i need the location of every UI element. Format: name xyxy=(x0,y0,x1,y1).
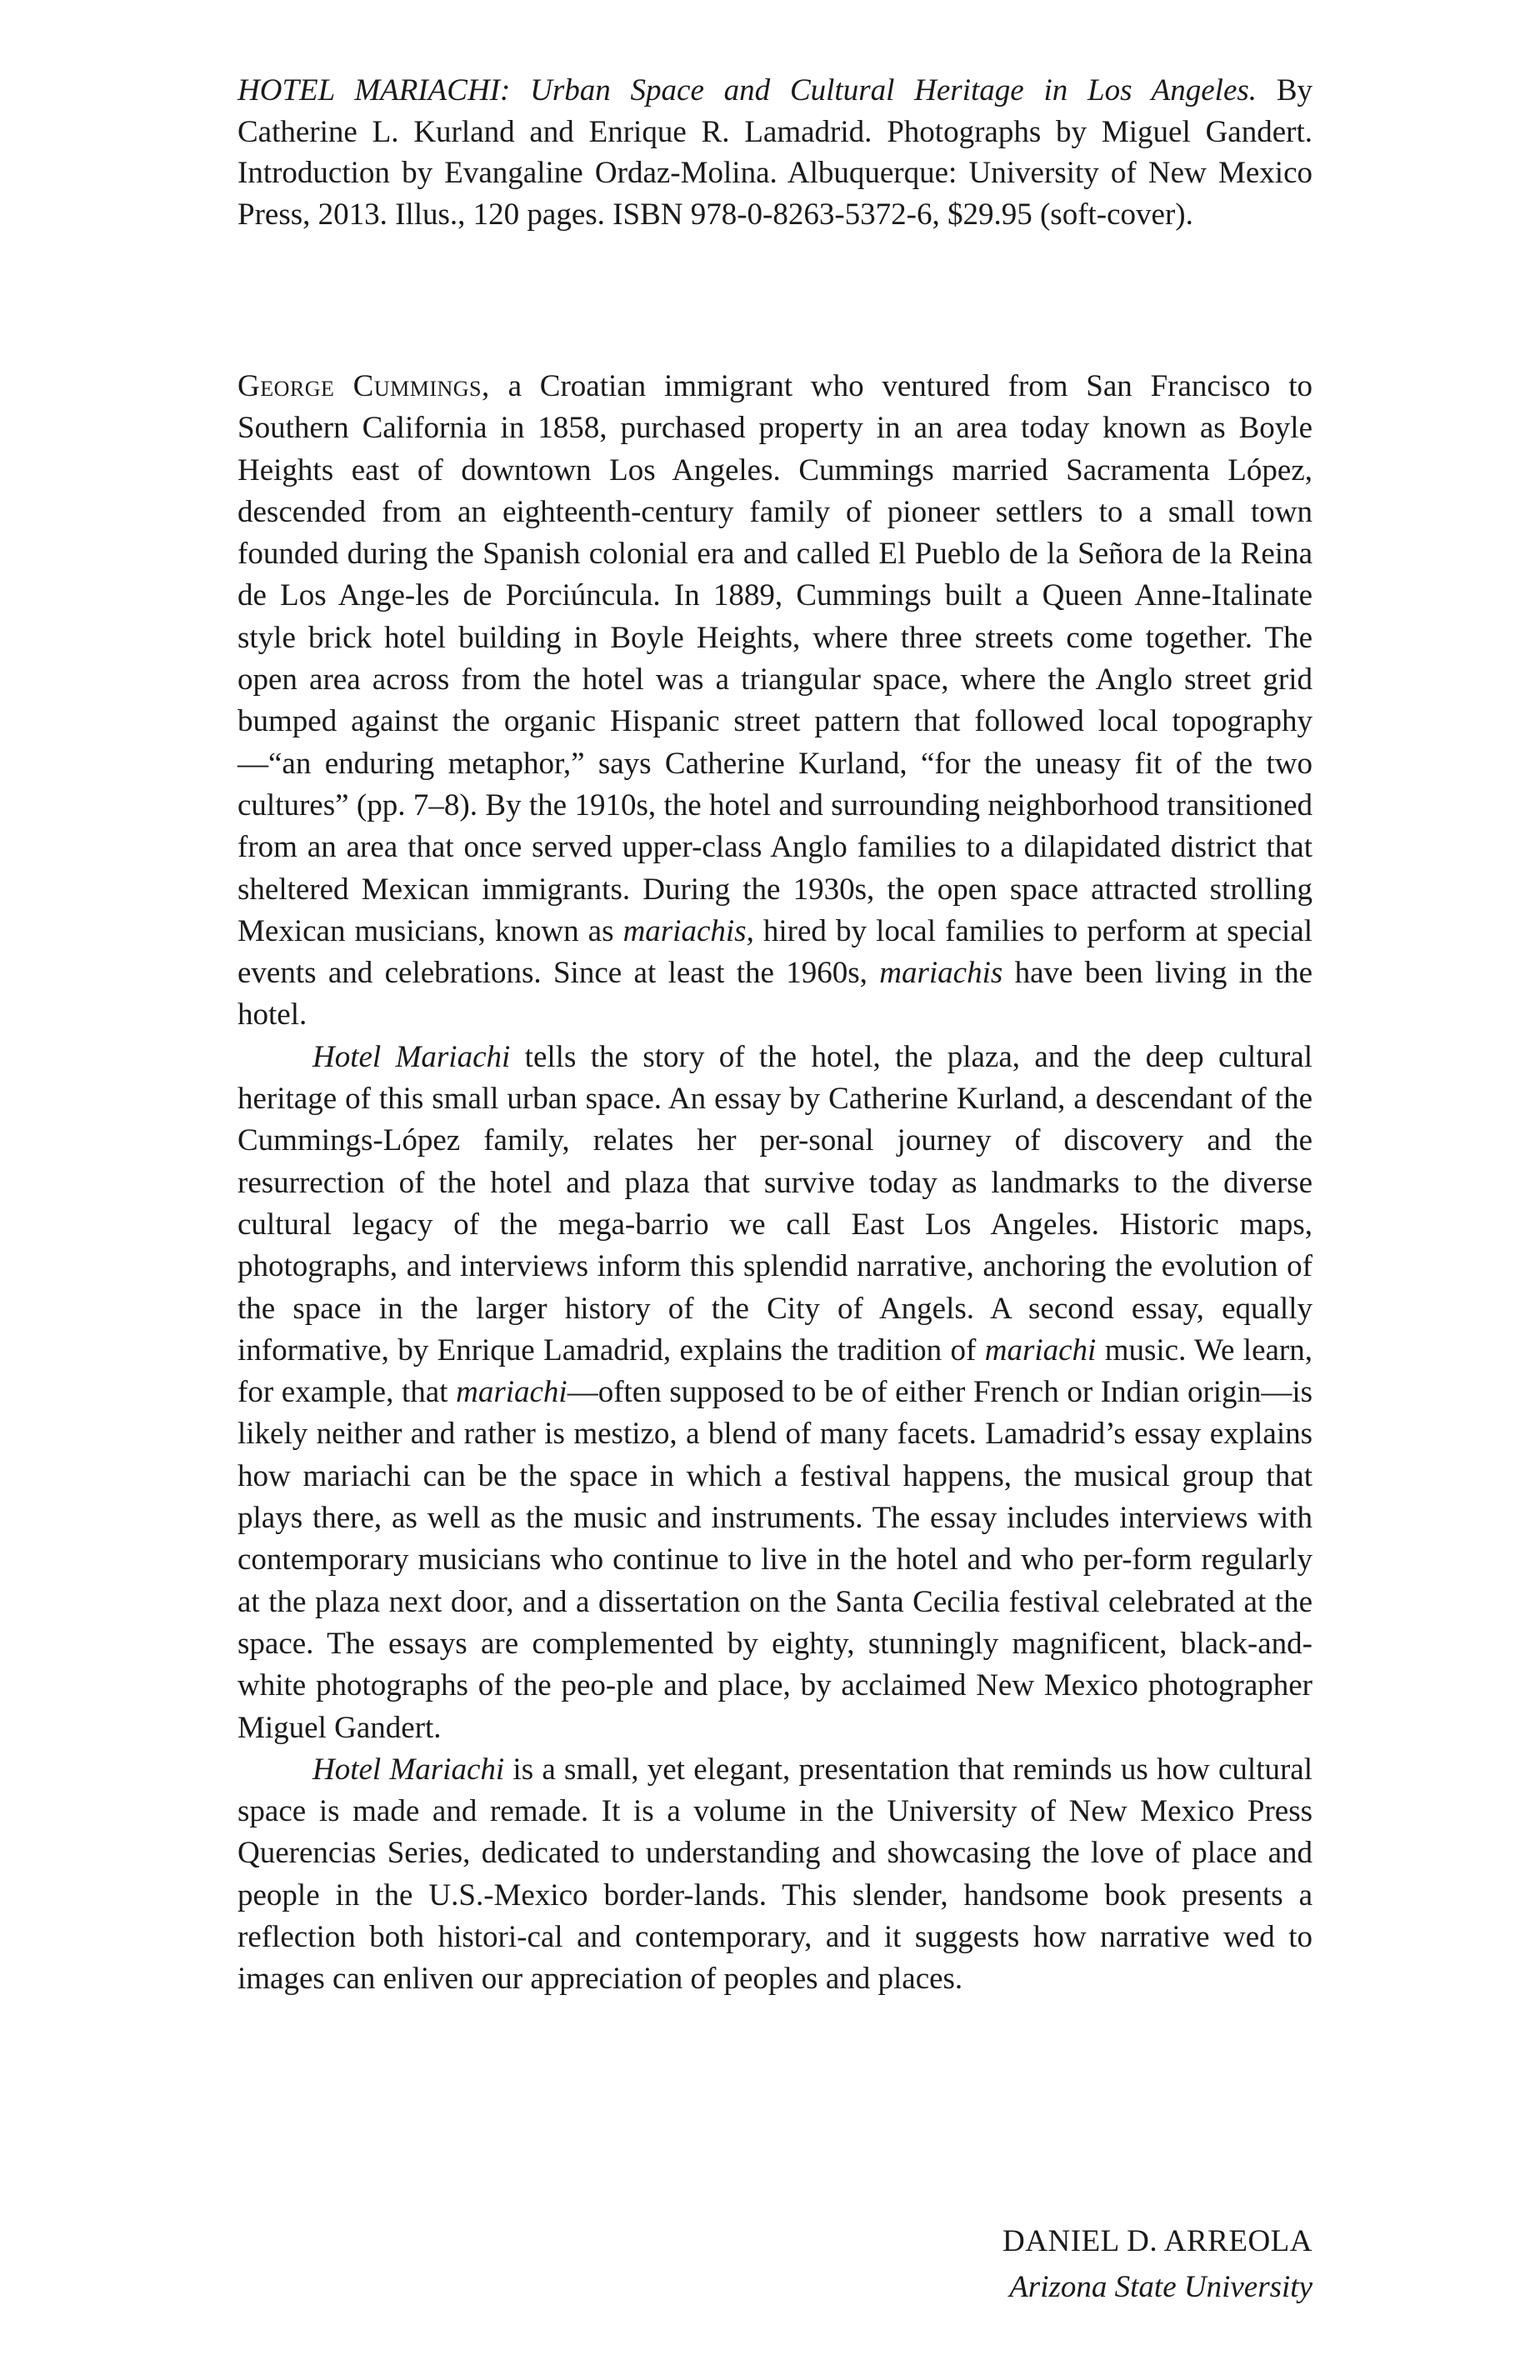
reviewer-name: DANIEL D. ARREOLA xyxy=(1002,2224,1312,2258)
p1-italic-2: mariachis xyxy=(879,956,1003,991)
book-title-sub: Urban Space and Cultural Heritage in Los Angeles. xyxy=(530,73,1258,108)
book-title-main: HOTEL MARIACHI: xyxy=(238,73,511,108)
paragraph-1 xyxy=(238,366,1312,1037)
paragraph-2 xyxy=(238,1037,1312,1749)
p2-italic-3: mariachi xyxy=(456,1375,568,1410)
p1-text-1: a Croatian immigrant who ventured from San Francisco to Southern California in 1858, purchased property in an area today known as Boyle Heights east of downtown Los Angeles. Cummings married Sacramenta López, descended from an eighteenth-century family of pioneer settlers to a small town founded during the Spanish colonial era and called El Pueblo de la Señora de la Reina de Los Ange-les de Porciúncula. In 1889, Cummings built a Queen Anne-Italinate style brick hotel building in Boyle Heights, where three streets come together. The open area across from the hotel was a triangular space, where the Anglo street grid bumped against the organic Hispanic street pattern that followed local topography—“an enduring metaphor,” says Catherine Kurland, “for the uneasy fit of the two cultures” (pp. 7–8). By the 1910s, the hotel and surrounding neighborhood transitioned from an area that once served upper-class Anglo families to a dilapidated district that sheltered Mexican immigrants. During the 1930s, the open space attracted strolling Mexican musicians, known as xyxy=(238,369,1312,948)
reviewer-signature xyxy=(1002,2218,1312,2310)
paragraph-3 xyxy=(238,1749,1312,2001)
book-citation xyxy=(238,70,1312,235)
citation-details: By Catherine L. Kurland and Enrique R. Lamadrid. Photographs by Miguel Gandert. Introduction by Evangaline Ordaz-Molina. Albuquerque: University of New Mexico Press, 2013. Illus., 120 pages. ISBN 978-0-8263-5372-6, $29.95 (soft-cover). xyxy=(238,73,1313,232)
lead-name: George Cummings, xyxy=(238,369,490,403)
p2-text-2: music. We learn, for example, that xyxy=(238,1332,1313,1410)
p2-text-1: tells the story of the hotel, the plaza, and the deep cultural heritage of this small urban space. An essay by Catherine Kurland, a descendant of the Cummings-López family, relates her per-sonal journey of discovery and the resurrection of the hotel and plaza that survive today as landmarks to the diverse cultural legacy of the mega-barrio we call East Los Angeles. Historic maps, photographs, and interviews inform this splendid narrative, anchoring the evolution of the space in the larger history of the City of Angels. A second essay, equally informative, by Enrique Lamadrid, explains the tradition of xyxy=(238,1039,1313,1368)
p3-text-1: is a small, yet elegant, presentation that reminds us how cultural space is made and remade. It is a volume in the University of New Mexico Press Querencias Series, dedicated to understanding and showcasing the love of place and people in the U.S.-Mexico border-lands. This slender, handsome book presents a reflection both histori-cal and contemporary, and it suggests how narrative wed to images can enliven our appreciation of peoples and places. xyxy=(238,1752,1312,1997)
review-body xyxy=(238,366,1312,2001)
p2-italic-2: mariachi xyxy=(984,1332,1097,1368)
p1-text-2: hired by local families to perform at special events and celebrations. Since at least the 1960s, xyxy=(238,913,1312,991)
p3-italic-1: Hotel Mariachi xyxy=(312,1752,505,1787)
p1-italic-1: mariachis, xyxy=(622,913,754,948)
reviewer-affiliation: Arizona State University xyxy=(1009,2270,1312,2304)
p2-text-3: —often supposed to be of either French or Indian origin—is likely neither and rather is mestizo, a blend of many facets. Lamadrid’s essay explains how mariachi can be the space in which a festival happens, the musical group that plays there, as well as the music and instruments. The essay includes interviews with contemporary musicians who continue to live in the hotel and who per-form regularly at the plaza next door, and a dissertation on the Santa Cecilia festival celebrated at the space. The essays are complemented by eighty, stunningly magnificent, black-and-white photographs of the peo-ple and place, by acclaimed New Mexico photographer Miguel Gandert. xyxy=(238,1375,1313,1745)
p1-text-3: have been living in the hotel. xyxy=(238,956,1312,1032)
p2-italic-1: Hotel Mariachi xyxy=(312,1039,511,1074)
